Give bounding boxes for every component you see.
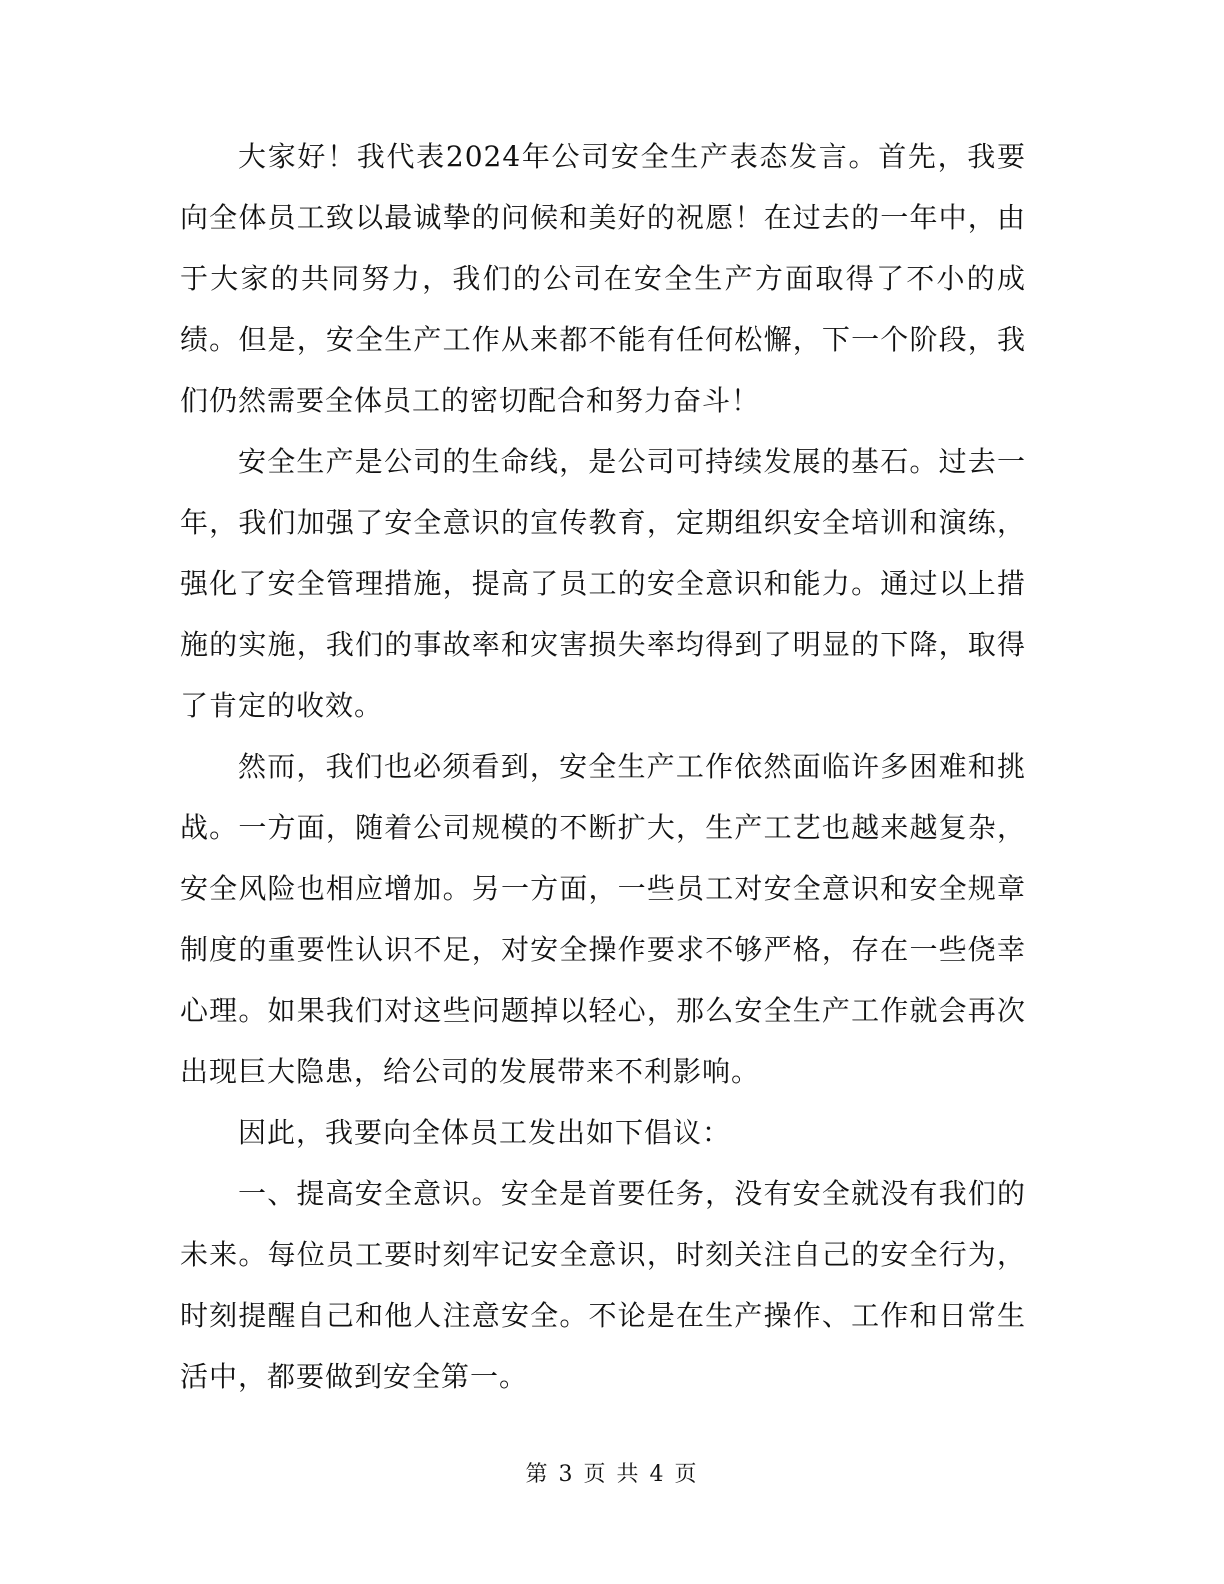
paragraph-opening: 大家好！我代表2024年公司安全生产表态发言。首先，我要向全体员工致以最诚挚的问候和美好的祝愿！在过去的一年中，由于大家的共同努力，我们的公司在安全生产方面取得了不小的成绩。但是，安全生产工作从来都不能有任何松懈，下一个阶段，我们仍然需要全体员工的密切配合和努力奋斗！ [180, 140, 1026, 417]
paragraph-safety-lifeline: 安全生产是公司的生命线，是公司可持续发展的基石。过去一年，我们加强了安全意识的宣传教育，定期组织安全培训和演练，强化了安全管理措施，提高了员工的安全意识和能力。通过以上措施的实施，我们的事故率和灾害损失率均得到了明显的下降，取得了肯定的收效。 [180, 445, 1026, 722]
paragraph-proposal-one: 一、提高安全意识。安全是首要任务，没有安全就没有我们的未来。每位员工要时刻牢记安全意识，时刻关注自己的安全行为，时刻提醒自己和他人注意安全。不论是在生产操作、工作和日常生活中，都要做到安全第一。 [180, 1177, 1026, 1393]
page-number-footer: 第 3 页 共 4 页 [525, 1462, 699, 1487]
document-body [180, 126, 1026, 1407]
paragraph-proposal-intro: 因此，我要向全体员工发出如下倡议： [238, 1116, 732, 1149]
paragraph-challenges: 然而，我们也必须看到，安全生产工作依然面临许多困难和挑战。一方面，随着公司规模的不断扩大，生产工艺也越来越复杂，安全风险也相应增加。另一方面，一些员工对安全意识和安全规章制度的重要性认识不足，对安全操作要求不够严格，存在一些侥幸心理。如果我们对这些问题掉以轻心，那么安全生产工作就会再次出现巨大隐患，给公司的发展带来不利影响。 [180, 750, 1026, 1088]
